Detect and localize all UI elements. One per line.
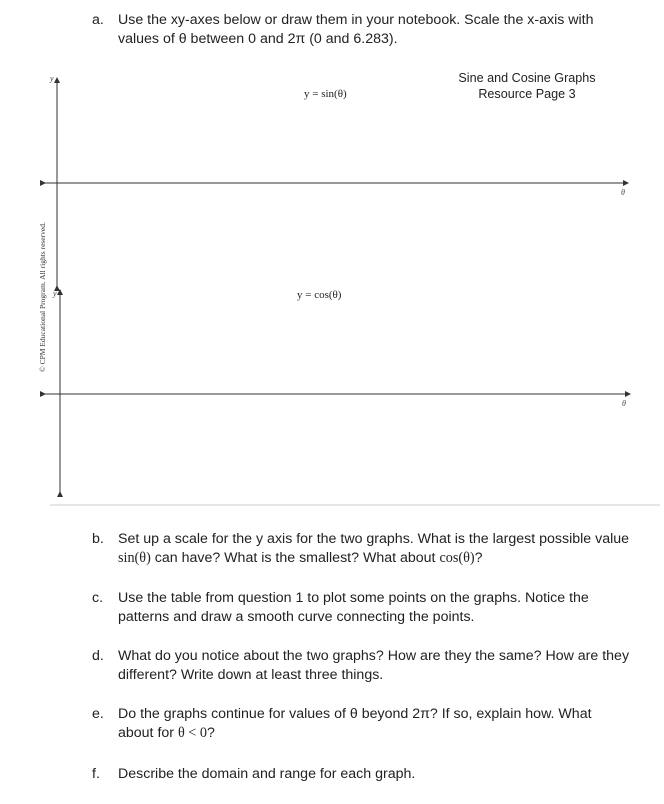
copyright-notice: © CPM Educational Program. All rights reserved.: [38, 222, 47, 372]
question-text: [118, 705, 652, 743]
question-line: What do you notice about the two graphs? How are they the same? How are they: [118, 648, 630, 664]
function-name: cos(θ): [439, 550, 475, 566]
question-line: ?: [206, 725, 215, 741]
question-text: [118, 765, 652, 784]
question-letter: f.: [92, 766, 100, 782]
question-line: Set up a scale for the y axis for the two graphs. What is the largest possible value: [118, 531, 630, 547]
question-e: [92, 705, 652, 743]
question-line: values of θ between 0 and 2π (0 and 6.283).: [118, 31, 398, 47]
question-line: different? Write down at least three things.: [118, 667, 384, 683]
question-f: [92, 765, 652, 784]
question-letter: e.: [92, 706, 104, 722]
question-letter: a.: [92, 12, 104, 28]
question-line: Describe the domain and range for each graph.: [118, 766, 416, 782]
question-line: Use the xy-axes below or draw them in your notebook. Scale the x-axis with: [118, 12, 594, 28]
cosine-x-axis-label: θ: [622, 399, 626, 408]
question-text: [118, 589, 652, 627]
question-line: Use the table from question 1 to plot some points on the graphs. Notice the: [118, 590, 589, 606]
question-letter: c.: [92, 590, 104, 606]
function-name: sin(θ): [118, 550, 151, 566]
sine-graph-label: y = sin(θ): [304, 88, 347, 100]
question-letter: b.: [92, 531, 104, 547]
question-d: [92, 647, 652, 685]
question-line: about for: [118, 725, 178, 741]
cosine-graph-label: y = cos(θ): [297, 289, 342, 301]
question-letter: d.: [92, 648, 104, 664]
question-b: [92, 530, 652, 568]
sine-x-axis-label: θ: [621, 188, 625, 197]
question-text: [118, 647, 652, 685]
question-text: [118, 530, 652, 568]
question-line: ?: [474, 550, 483, 566]
sine-y-axis-label: y: [50, 74, 54, 83]
resource-title: Sine and Cosine Graphs: [458, 71, 596, 85]
question-c: [92, 589, 652, 627]
resource-page: Resource Page 3: [478, 87, 576, 101]
question-line: can have? What is the smallest? What about: [150, 550, 440, 566]
cosine-y-axis-label: y: [53, 289, 57, 298]
question-line: Do the graphs continue for values of θ beyond 2π? If so, explain how. What: [118, 706, 592, 722]
question-line: patterns and draw a smooth curve connecting the points.: [118, 609, 475, 625]
inequality-expression: θ < 0: [177, 725, 207, 741]
